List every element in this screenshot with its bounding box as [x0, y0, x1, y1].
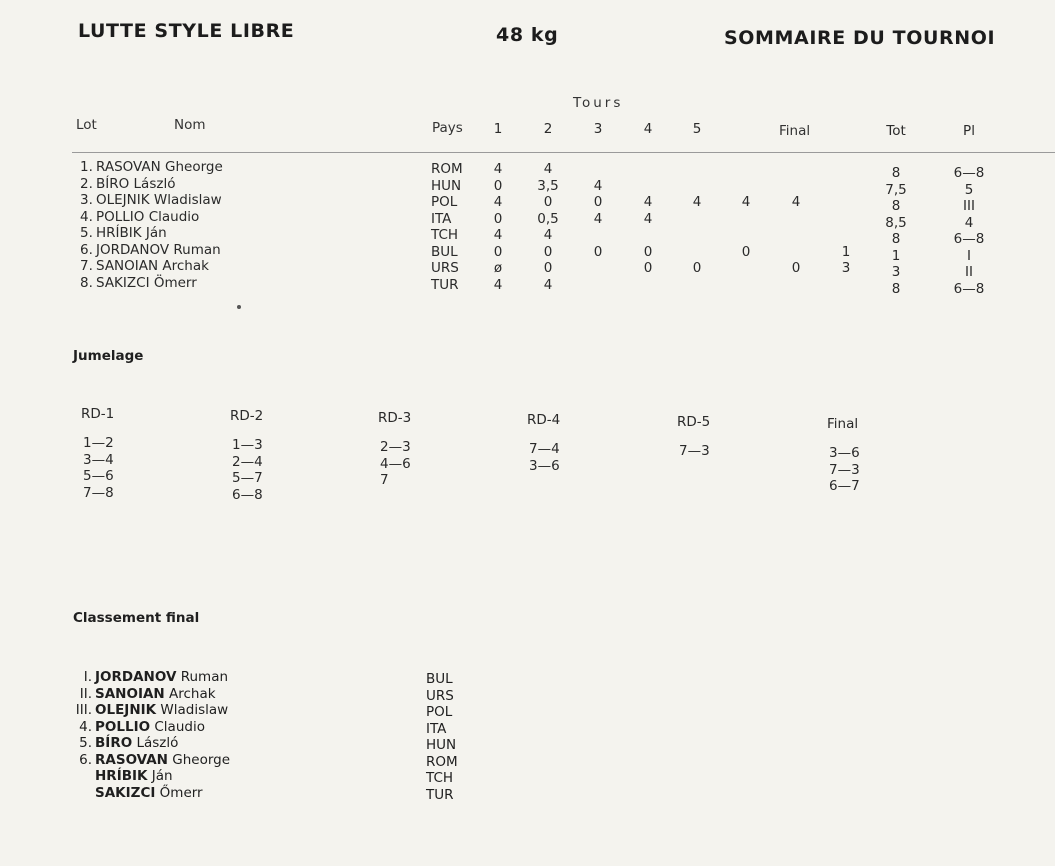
final-rank: I.: [83, 669, 92, 685]
final-surname: RASOVAN: [95, 751, 168, 768]
final-firstname: Ján: [147, 768, 173, 784]
row-score: 0: [543, 260, 553, 276]
row-total: 8: [891, 231, 901, 247]
row-lot: 4.: [80, 208, 93, 225]
final-country: URS: [426, 687, 454, 704]
row-score: 0: [692, 260, 702, 276]
round-pair: 7—3: [829, 461, 860, 478]
row-score: 0: [543, 243, 553, 260]
row-country: ROM: [431, 161, 463, 177]
final-name: [95, 702, 228, 718]
round-label: RD-5: [677, 414, 711, 430]
row-name: SAKIZCI Ömerr: [96, 274, 197, 291]
round-pair: 3—4: [83, 451, 114, 468]
row-place: 6—8: [953, 280, 985, 297]
row-place: III: [963, 198, 975, 214]
col-header-final: Final: [779, 123, 811, 139]
col-header-pl: Pl: [963, 123, 975, 139]
row-score: 0: [493, 177, 503, 194]
final-name: [95, 768, 173, 784]
final-name: [95, 752, 230, 768]
row-name: JORDANOV Ruman: [96, 241, 221, 258]
round-label: Final: [827, 416, 859, 432]
col-header-tot: Tot: [886, 123, 906, 139]
tours-label: Tours: [573, 95, 624, 111]
row-country: BUL: [431, 243, 458, 260]
row-score: 0: [643, 243, 653, 260]
col-header-lot: Lot: [76, 117, 97, 133]
final-rank: 5.: [79, 735, 92, 751]
row-score: 0: [493, 210, 503, 227]
round-pair: 7—8: [83, 484, 114, 501]
row-score: 4: [692, 194, 702, 210]
final-country: BUL: [426, 671, 453, 687]
row-score: 4: [543, 161, 553, 177]
round-label: RD-1: [81, 406, 115, 422]
round-pair: 1—2: [83, 435, 114, 451]
final-surname: JORDANOV: [95, 669, 177, 685]
title-right: SOMMAIRE DU TOURNOI: [724, 27, 996, 49]
row-place: 5: [964, 181, 974, 198]
col-header-nom: Nom: [174, 117, 206, 133]
header-divider: [72, 152, 1055, 153]
final-firstname: Őmerr: [155, 784, 203, 801]
round-pair: 3—6: [529, 457, 560, 474]
row-score: 1: [841, 243, 851, 260]
final-firstname: Gheorge: [167, 751, 231, 768]
final-name: [95, 735, 178, 751]
row-score: 0: [593, 243, 603, 260]
row-place: 6—8: [953, 231, 985, 247]
row-total: 8: [891, 165, 901, 181]
round-pair: 5—7: [232, 470, 263, 486]
row-name: HRÍBIK Ján: [96, 225, 167, 241]
row-score: 4: [593, 177, 603, 194]
final-surname: BÍRO: [95, 735, 133, 751]
final-firstname: László: [132, 735, 179, 751]
row-score: 4: [543, 227, 553, 243]
row-lot: 8.: [80, 274, 93, 291]
final-country: POL: [426, 704, 453, 720]
row-total: 8: [891, 280, 901, 297]
row-score: 0: [791, 260, 801, 276]
row-name: BÍRO László: [96, 175, 176, 192]
row-score: 4: [741, 194, 751, 210]
row-name: POLLIO Claudio: [96, 208, 200, 225]
row-total: 8: [891, 198, 901, 214]
row-place: 6—8: [953, 165, 985, 181]
round-pair: 6—7: [829, 478, 860, 494]
round-pair: 2—3: [380, 439, 411, 455]
row-score: 3: [841, 260, 851, 276]
final-surname: SAKIZCI: [95, 784, 156, 801]
round-pair: 3—6: [829, 445, 860, 461]
final-firstname: Ruman: [176, 669, 229, 685]
row-country: TCH: [431, 227, 459, 243]
final-name: [95, 719, 205, 735]
row-score: 4: [493, 227, 503, 243]
col-header-round-1: 1: [493, 121, 503, 137]
final-firstname: Wladislaw: [156, 702, 229, 718]
col-header-round-5: 5: [692, 121, 702, 137]
final-surname: OLEJNIK: [95, 702, 157, 718]
row-total: 3: [891, 264, 901, 280]
row-country: URS: [431, 260, 459, 276]
row-total: 7,5: [885, 181, 907, 198]
final-surname: HRÍBIK: [95, 768, 148, 784]
row-place: 4: [964, 214, 974, 231]
row-score: 4: [593, 210, 603, 227]
final-rank: II.: [79, 685, 92, 702]
row-score: 0: [493, 243, 503, 260]
row-score: ø: [493, 260, 503, 276]
round-pair: 5—6: [83, 468, 114, 484]
row-country: HUN: [431, 177, 462, 194]
row-lot: 6.: [80, 241, 93, 258]
final-firstname: Claudio: [150, 718, 205, 735]
col-header-round-3: 3: [593, 121, 603, 137]
title-left: LUTTE STYLE LIBRE: [78, 20, 295, 42]
row-country: POL: [431, 194, 458, 210]
row-lot: 2.: [80, 175, 93, 192]
row-place: I: [967, 247, 971, 264]
row-total: 8,5: [885, 214, 907, 231]
round-label: RD-3: [378, 410, 412, 426]
row-score: 4: [493, 161, 503, 177]
final-firstname: Archak: [164, 685, 216, 702]
round-pair: 7: [380, 472, 389, 488]
show-through-ghost: [80, 50, 100, 90]
row-score: 4: [791, 194, 801, 210]
row-name: RASOVAN Gheorge: [96, 159, 223, 175]
row-place: II: [965, 264, 973, 280]
final-surname: POLLIO: [95, 718, 151, 735]
final-name: [95, 785, 203, 801]
final-name: [95, 669, 228, 685]
row-score: 0: [741, 243, 751, 260]
row-lot: 1.: [80, 159, 93, 175]
final-country: ITA: [426, 720, 447, 737]
row-lot: 7.: [80, 258, 93, 274]
row-score: 4: [643, 210, 653, 227]
classement-title: Classement final: [73, 610, 200, 626]
row-score: 4: [643, 194, 653, 210]
row-country: TUR: [431, 276, 459, 293]
final-surname: SANOIAN: [95, 685, 165, 702]
final-rank: 6.: [79, 751, 92, 768]
final-country: ROM: [426, 753, 458, 770]
round-pair: 2—4: [232, 453, 263, 470]
print-speck: [237, 305, 241, 309]
final-name: [95, 686, 216, 702]
row-lot: 3.: [80, 192, 93, 208]
round-pair: 4—6: [380, 455, 411, 472]
row-name: SANOIAN Archak: [96, 258, 209, 274]
final-country: TCH: [426, 770, 454, 786]
row-score: 4: [493, 194, 503, 210]
final-rank: 4.: [79, 718, 92, 735]
round-pair: 7—3: [679, 443, 710, 459]
row-score: 4: [493, 276, 503, 293]
jumelage-title: Jumelage: [73, 348, 144, 364]
round-pair: 7—4: [529, 441, 560, 457]
row-score: 0,5: [537, 210, 559, 227]
title-weight: 48 kg: [496, 24, 559, 46]
final-rank: III.: [75, 702, 92, 718]
col-header-pays: Pays: [432, 120, 463, 136]
round-pair: 6—8: [232, 486, 263, 503]
row-country: ITA: [431, 210, 452, 227]
round-pair: 1—3: [232, 437, 263, 453]
row-score: 4: [543, 276, 553, 293]
row-lot: 5.: [80, 225, 93, 241]
row-score: 3,5: [537, 177, 559, 194]
col-header-round-4: 4: [643, 121, 653, 137]
round-label: RD-4: [527, 412, 561, 428]
row-total: 1: [891, 247, 901, 264]
row-score: 0: [643, 260, 653, 276]
row-name: OLEJNIK Wladislaw: [96, 192, 222, 208]
final-country: TUR: [426, 786, 454, 803]
round-label: RD-2: [230, 408, 264, 424]
row-score: 0: [543, 194, 553, 210]
col-header-round-2: 2: [543, 121, 553, 137]
row-score: 0: [593, 194, 603, 210]
final-country: HUN: [426, 737, 457, 753]
